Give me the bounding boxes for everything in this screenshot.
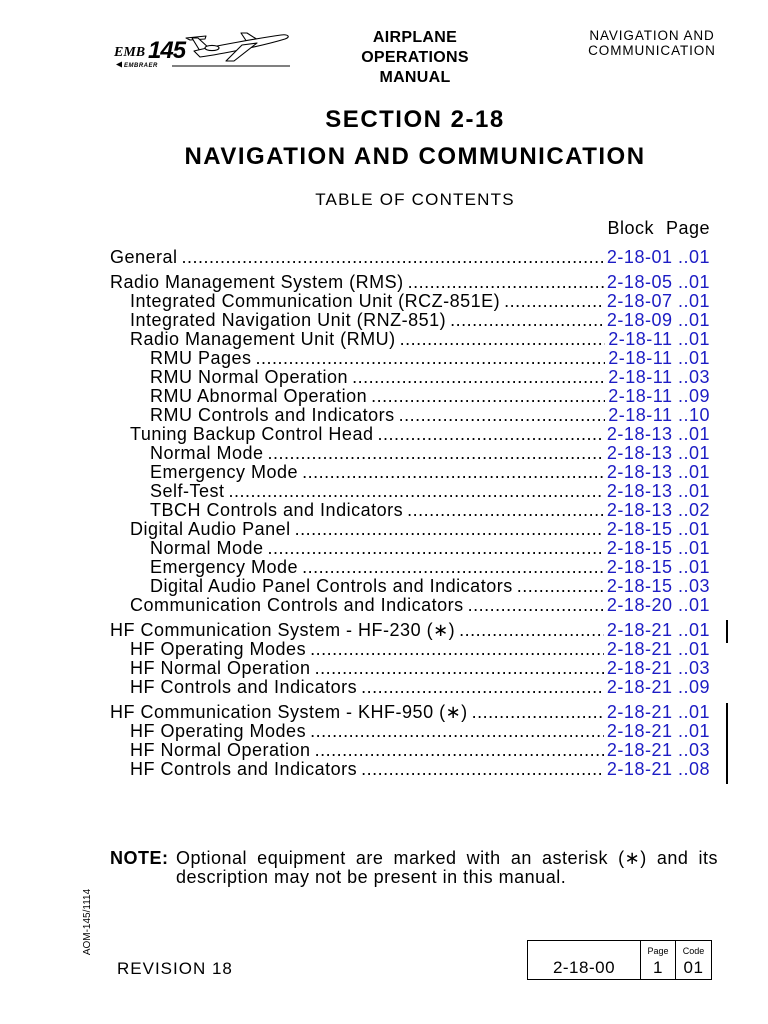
dot-leader [357, 678, 604, 697]
toc-entry [110, 741, 710, 760]
toc-column-headers [110, 218, 710, 238]
dot-leader [513, 577, 604, 596]
toc-heading: TABLE OF CONTENTS [315, 190, 515, 209]
logo-model-number: 145 [148, 37, 186, 64]
toc-entry [110, 463, 710, 482]
dot-leader [291, 520, 604, 539]
toc-entry-page-ref[interactable]: 2-18-21 ..03 [606, 740, 710, 760]
toc-entry-label: HF Operating Modes [130, 721, 307, 741]
toc-entry-page-ref[interactable]: 2-18-21 ..09 [606, 677, 710, 697]
toc-entry-page-ref[interactable]: 2-18-15 ..01 [606, 557, 710, 577]
toc-entry [110, 425, 710, 444]
emb145-logo [110, 26, 295, 72]
dot-leader [404, 273, 604, 292]
change-bar [726, 620, 728, 643]
toc-entry [110, 640, 710, 659]
toc-entry-label: HF Controls and Indicators [130, 677, 358, 697]
toc-entry [110, 248, 710, 267]
manual-title-line: MANUAL [379, 69, 451, 86]
toc-entry-page-ref[interactable]: 2-18-07 ..01 [606, 291, 710, 311]
toc-entry-page-ref[interactable]: 2-18-11 ..10 [608, 405, 710, 425]
toc-entry [110, 577, 710, 596]
toc-entry-label: Emergency Mode [150, 557, 299, 577]
dot-leader [311, 741, 604, 760]
toc-entry [110, 596, 710, 615]
toc-group-general [110, 248, 710, 267]
toc-entry-label: Integrated Navigation Unit (RNZ-851) [130, 310, 447, 330]
footer-page-label: Page [647, 946, 669, 956]
toc-entry-label: HF Communication System - HF-230 (∗) [110, 620, 456, 640]
toc-entry [110, 520, 710, 539]
toc-entry-label: Emergency Mode [150, 462, 299, 482]
footer-page-number: 1 [653, 958, 663, 977]
toc-entry [110, 722, 710, 741]
footer-code-label: Code [682, 946, 705, 956]
note-label: NOTE: [110, 848, 169, 868]
dot-leader [298, 558, 604, 577]
manual-title [315, 28, 515, 88]
toc-entry [110, 387, 710, 406]
toc-entry-page-ref[interactable]: 2-18-21 ..01 [606, 639, 710, 659]
toc-entry-label: RMU Normal Operation [150, 367, 349, 387]
toc-entry-label: HF Communication System - KHF-950 (∗) [110, 702, 468, 722]
toc-entry [110, 659, 710, 678]
toc-entry-label: RMU Abnormal Operation [150, 386, 368, 406]
dot-leader [367, 387, 605, 406]
document-code-vertical: AOM-145/1114 [82, 888, 93, 956]
dot-leader [225, 482, 604, 501]
dot-leader [455, 621, 604, 640]
toc-entry [110, 482, 710, 501]
footer-code-cell [675, 941, 711, 979]
toc-entry-label: Integrated Communication Unit (RCZ-851E) [130, 291, 501, 311]
toc-entry [110, 539, 710, 558]
toc-entry [110, 501, 710, 520]
toc-entry [110, 330, 710, 349]
logo-arrow-icon [116, 62, 122, 68]
toc-entry-page-ref[interactable]: 2-18-21 ..08 [606, 759, 710, 779]
chapter-name [575, 28, 729, 58]
toc-entry [110, 406, 710, 425]
dot-leader [311, 659, 604, 678]
footer-box [527, 940, 712, 980]
toc-entry-page-ref[interactable]: 2-18-11 ..01 [608, 329, 710, 349]
airplane-icon [186, 33, 288, 61]
dot-leader [446, 311, 604, 330]
toc-entry [110, 703, 710, 722]
toc-entry-label: HF Controls and Indicators [130, 759, 358, 779]
toc-entry-page-ref[interactable]: 2-18-15 ..03 [606, 576, 710, 596]
toc-entry-page-ref[interactable]: 2-18-13 ..01 [606, 462, 710, 482]
toc-entry [110, 558, 710, 577]
toc-entry [110, 678, 710, 697]
toc-entry-page-ref[interactable]: 2-18-11 ..09 [608, 386, 710, 406]
toc-column-header-page: Page [665, 218, 710, 238]
section-number: SECTION 2-18 [325, 106, 505, 133]
toc-entry-page-ref[interactable]: 2-18-11 ..03 [608, 367, 710, 387]
toc-entry-label: Radio Management Unit (RMU) [130, 329, 396, 349]
toc-entry-page-ref[interactable]: 2-18-05 ..01 [606, 272, 710, 292]
manual-title-line: AIRPLANE [372, 29, 458, 46]
dot-leader [403, 501, 604, 520]
toc-entry-page-ref[interactable]: 2-18-21 ..03 [606, 658, 710, 678]
toc-entry-page-ref[interactable]: 2-18-13 ..01 [606, 481, 710, 501]
note-text: Optional equipment are marked with an asterisk (∗) and its description may not be present in this manual. [176, 848, 718, 887]
toc-entry-page-ref[interactable]: 2-18-21 ..01 [606, 620, 710, 640]
toc-entry-label: Digital Audio Panel Controls and Indicators [150, 576, 513, 596]
chapter-name-line: COMMUNICATION [588, 43, 716, 58]
dot-leader [500, 292, 604, 311]
toc-column-header-block: Block [607, 218, 654, 238]
toc-entry-label: TBCH Controls and Indicators [150, 500, 404, 520]
dot-leader [348, 368, 605, 387]
dot-leader [373, 425, 603, 444]
dot-leader [464, 596, 604, 615]
dot-leader [264, 444, 604, 463]
dot-leader [252, 349, 606, 368]
footer-block-cell [528, 941, 640, 979]
toc-entry-label: Digital Audio Panel [130, 519, 291, 539]
toc-entry-label: HF Normal Operation [130, 740, 311, 760]
dot-leader [468, 703, 604, 722]
toc-entry-page-ref[interactable]: 2-18-15 ..01 [606, 538, 710, 558]
change-bar [726, 703, 728, 784]
toc-group-rms [110, 273, 710, 615]
dot-leader [298, 463, 604, 482]
toc-entry-label: HF Operating Modes [130, 639, 307, 659]
dot-leader [396, 330, 606, 349]
toc-entry-label: Communication Controls and Indicators [130, 595, 464, 615]
toc-entry-label: RMU Pages [150, 348, 252, 368]
toc-entry [110, 292, 710, 311]
section-title: NAVIGATION AND COMMUNICATION [184, 143, 646, 170]
toc-entry-label: Radio Management System (RMS) [110, 272, 404, 292]
footer-page-cell [640, 941, 675, 979]
toc-entry-page-ref[interactable]: 2-18-15 ..01 [606, 519, 710, 539]
toc-entry-label: HF Normal Operation [130, 658, 311, 678]
revision-label: REVISION 18 [117, 959, 233, 978]
toc-entry [110, 368, 710, 387]
toc-entry-page-ref[interactable]: 2-18-13 ..01 [606, 424, 710, 444]
toc-entry-page-ref[interactable]: 2-18-11 ..01 [608, 348, 710, 368]
toc-entry-label: General [110, 247, 178, 267]
toc-entry [110, 444, 710, 463]
toc-group-khf-950 [110, 703, 710, 779]
footer-code-value: 01 [683, 958, 704, 977]
note [110, 849, 718, 887]
toc-entry-label: Normal Mode [150, 538, 264, 558]
toc-entry [110, 273, 710, 292]
toc-entry-page-ref[interactable]: 2-18-13 ..01 [606, 443, 710, 463]
toc-entry-label: Normal Mode [150, 443, 264, 463]
table-of-contents [110, 248, 710, 779]
toc-entry-page-ref[interactable]: 2-18-01 ..01 [606, 247, 710, 267]
toc-group-hf-230 [110, 621, 710, 697]
footer-block-number: 2-18-00 [552, 958, 616, 977]
logo-model-prefix: EMB [114, 45, 146, 60]
dot-leader [178, 248, 604, 267]
toc-entry [110, 349, 710, 368]
logo-brand-text: EMBRAER [124, 63, 158, 69]
chapter-name-line: NAVIGATION AND [589, 28, 715, 43]
dot-leader [395, 406, 606, 425]
manual-title-line: OPERATIONS [361, 49, 469, 66]
toc-entry-page-ref[interactable]: 2-18-20 ..01 [606, 595, 710, 615]
toc-entry-page-ref[interactable]: 2-18-09 ..01 [606, 310, 710, 330]
dot-leader [306, 722, 604, 741]
toc-entry [110, 760, 710, 779]
toc-entry-label: RMU Controls and Indicators [150, 405, 395, 425]
toc-entry-label: Tuning Backup Control Head [130, 424, 374, 444]
dot-leader [306, 640, 604, 659]
dot-leader [357, 760, 604, 779]
toc-entry-label: Self-Test [150, 481, 225, 501]
toc-entry-page-ref[interactable]: 2-18-13 ..02 [606, 500, 710, 520]
toc-entry-page-ref[interactable]: 2-18-21 ..01 [606, 702, 710, 722]
toc-entry [110, 621, 710, 640]
dot-leader [264, 539, 604, 558]
toc-entry [110, 311, 710, 330]
toc-entry-page-ref[interactable]: 2-18-21 ..01 [606, 721, 710, 741]
